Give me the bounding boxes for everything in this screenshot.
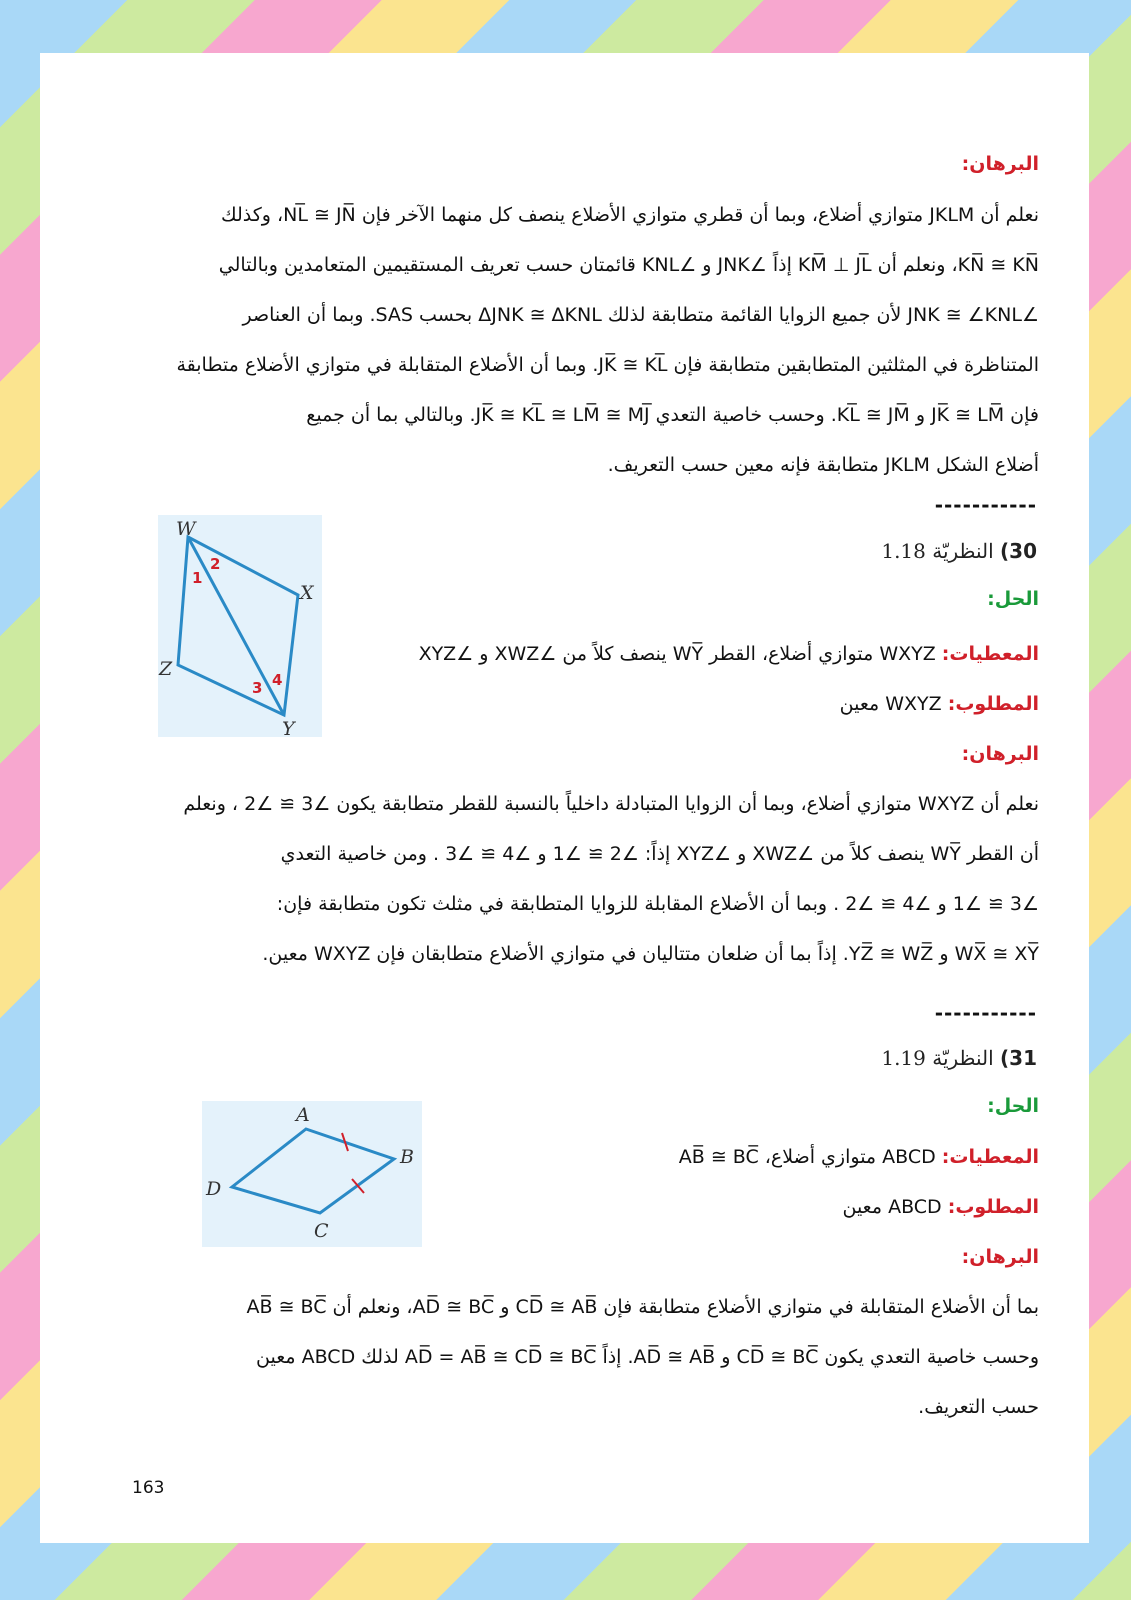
proof31-line: بما أن الأضلاع المتقابلة في متوازي الأضلاع متطابقة فإن CD̅ ≅ AB̅ و AD̅ ≅ BC̅، ونعلم أن AB̅ ≅ BC̅ [246, 1296, 1039, 1318]
section-divider: ----------- [934, 493, 1037, 517]
required-label: المطلوب: [947, 1196, 1039, 1218]
given-30 [419, 643, 1039, 665]
theorem-title-31 [881, 1046, 1037, 1070]
given-text: ABCD متوازي أضلاع، AB̅ ≅ BC̅ [678, 1146, 936, 1168]
proof30-line: أن القطر WY̅ ينصف كلاً من ∠XWZ و ∠XYZ إذاً: ∠2 ≅ ∠1 و ∠4 ≅ ∠3 . ومن خاصية التعدي [280, 843, 1039, 865]
proof-paragraph-30 [132, 779, 1039, 979]
proof-heading-30: البرهان: [961, 743, 1039, 765]
rhombus-figure-abcd [202, 1101, 422, 1247]
theorem-number: 1.18 [881, 539, 926, 563]
required-30 [840, 693, 1039, 715]
required-text: WXYZ معين [839, 693, 942, 715]
label-y: Y [282, 718, 295, 737]
given-text: WXYZ متوازي أضلاع، القطر WY̅ ينصف كلاً من ∠XWZ و ∠XYZ [418, 643, 936, 665]
theorem-word: النظريّة [932, 1046, 994, 1070]
problem-number: 30) [1000, 539, 1037, 563]
label-x: X [300, 582, 314, 604]
abcd-diagram [202, 1101, 422, 1247]
label-b: B [400, 1146, 414, 1168]
proof1-line: المتناظرة في المثلثين المتطابقين متطابقة فإن JK̅ ≅ KL̅. وبما أن الأضلاع المتقابلة في متوازي الأضلاع متطابقة [176, 354, 1039, 376]
given-label: المعطيات: [941, 643, 1039, 665]
proof1-paragraph [132, 190, 1039, 490]
proof30-line: ∠3 ≅ ∠1 و ∠4 ≅ ∠2 . وبما أن الأضلاع المقابلة للزوايا المتطابقة في مثلث تكون متطابقة فإن: [276, 893, 1039, 915]
section-divider: ----------- [934, 1001, 1037, 1025]
label-w: W [176, 518, 196, 540]
proof-paragraph-31 [132, 1282, 1039, 1432]
proof31-line: حسب التعريف. [918, 1396, 1039, 1418]
proof1-line: ∠JNK ≅ ∠KNL لأن جميع الزوايا القائمة متطابقة لذلك ΔJNK ≅ ΔKNL بحسب SAS. وبما أن العناصر [242, 304, 1039, 326]
wxyz-diagram [158, 515, 322, 737]
given-31 [679, 1146, 1039, 1168]
problem-number: 31) [1000, 1046, 1037, 1070]
page-number: 163 [132, 1478, 165, 1498]
proof1-line: نعلم أن JKLM متوازي أضلاع، وبما أن قطري متوازي الأضلاع ينصف كل منهما الآخر فإن NL̅ ≅ JN̅، وكذلك [220, 204, 1039, 226]
proof30-line: نعلم أن WXYZ متوازي أضلاع، وبما أن الزوايا المتبادلة داخلياً بالنسبة للقطر متطابقة يكون ∠3 ≅ ∠2 ، ونعلم [183, 793, 1039, 815]
proof1-heading: البرهان: [961, 153, 1039, 175]
angle-label-1: 1 [192, 569, 203, 587]
angle-label-2: 2 [210, 555, 221, 573]
label-d: D [206, 1178, 222, 1200]
proof1-line: أضلاع الشكل JKLM متطابقة فإنه معين حسب التعريف. [607, 454, 1039, 476]
solution-label-31: الحل: [987, 1095, 1039, 1117]
label-c: C [314, 1220, 329, 1242]
rhombus-figure-wxyz [158, 515, 322, 737]
required-label: المطلوب: [947, 693, 1039, 715]
theorem-title-30 [881, 539, 1037, 563]
label-z: Z [159, 658, 173, 680]
proof1-line: فإن JK̅ ≅ LM̅ و KL̅ ≅ JM̅. وحسب خاصية التعدي JK̅ ≅ KL̅ ≅ LM̅ ≅ MJ̅. وبالتالي بما أن جميع [306, 404, 1039, 426]
given-label: المعطيات: [941, 1146, 1039, 1168]
theorem-number: 1.19 [881, 1046, 926, 1070]
proof31-line: وحسب خاصية التعدي يكون CD̅ ≅ BC̅ و AD̅ ≅ AB̅. إذاً AD̅ = AB̅ ≅ CD̅ ≅ BC̅ لذلك ABCD معين [256, 1346, 1039, 1368]
solution-label-30: الحل: [987, 588, 1039, 610]
theorem-word: النظريّة [932, 539, 994, 563]
angle-label-3: 3 [252, 679, 263, 697]
abcd-outline [232, 1129, 394, 1213]
page-sheet [40, 53, 1089, 1543]
angle-label-4: 4 [272, 671, 283, 689]
proof-heading-31: البرهان: [961, 1246, 1039, 1268]
required-text: ABCD معين [842, 1196, 942, 1218]
label-a: A [296, 1104, 310, 1126]
proof1-line: KN̅ ≅ KN̅، ونعلم أن KM̅ ⊥ JL̅ إذاً ∠JNK و ∠KNL قائمتان حسب تعريف المستقيمين المتعامدين وبالتالي [218, 254, 1039, 276]
required-31 [842, 1196, 1039, 1218]
proof30-line: WX̅ ≅ XY̅ و YZ̅ ≅ WZ̅. إذاً بما أن ضلعان متتاليان في متوازي الأضلاع متطابقان فإن WXYZ معين. [262, 943, 1039, 965]
